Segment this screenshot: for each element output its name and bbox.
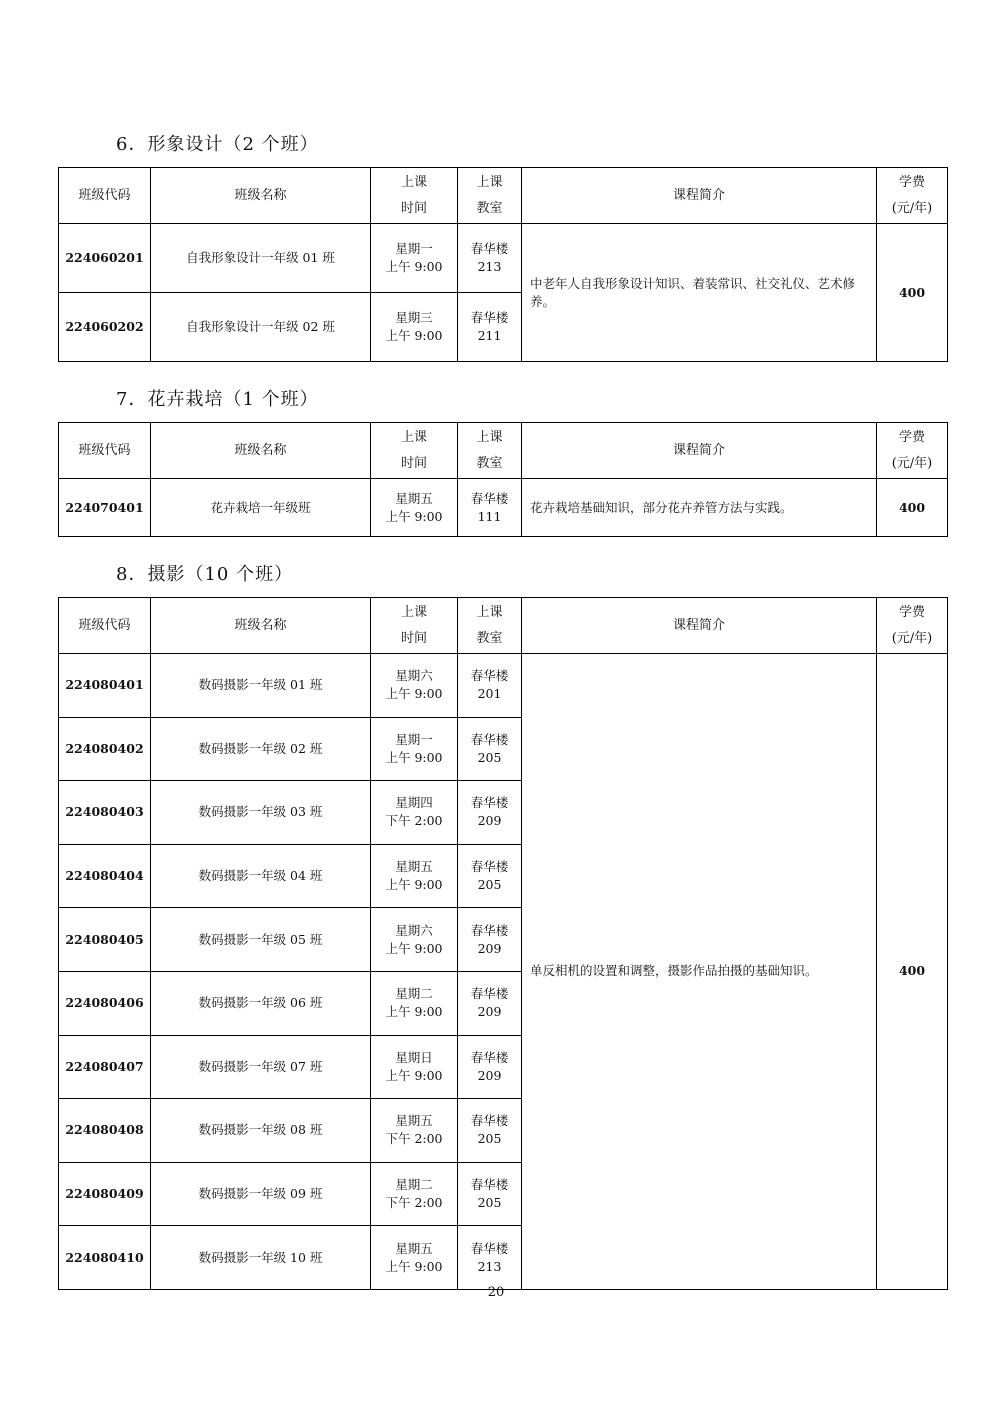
class-code: 224080410	[59, 1226, 151, 1290]
header-name: 班级名称	[151, 423, 371, 479]
class-room	[458, 781, 522, 845]
class-time: 下午 2:00	[385, 813, 443, 829]
class-room	[458, 908, 522, 972]
table-row	[59, 224, 948, 293]
class-schedule	[371, 1226, 458, 1290]
class-room-number: 209	[477, 813, 502, 829]
class-room	[458, 717, 522, 781]
class-schedule	[371, 1162, 458, 1226]
class-time: 上午 9:00	[385, 259, 443, 274]
header-time-bottom: 时间	[400, 455, 427, 471]
class-name: 数码摄影一年级 07 班	[151, 1035, 371, 1099]
header-time-top: 上课	[400, 429, 427, 445]
class-room-number: 213	[477, 259, 502, 274]
class-code: 224080407	[59, 1035, 151, 1099]
class-room-number: 205	[477, 749, 502, 765]
class-day: 星期一	[395, 241, 433, 256]
class-building: 春华楼	[470, 922, 509, 938]
course-table	[58, 167, 948, 362]
class-day: 星期一	[395, 731, 433, 747]
class-room	[458, 654, 522, 718]
class-room-number: 111	[477, 508, 502, 524]
header-time-bottom: 时间	[400, 630, 427, 646]
class-room-number: 205	[477, 877, 502, 893]
course-table	[58, 597, 948, 1290]
course-fee: 400	[877, 654, 948, 1290]
class-name: 数码摄影一年级 09 班	[151, 1162, 371, 1226]
class-day: 星期三	[395, 310, 433, 325]
header-room-bottom: 教室	[476, 630, 503, 646]
table-row	[59, 479, 948, 537]
class-code: 224080405	[59, 908, 151, 972]
header-description: 课程简介	[522, 168, 877, 224]
class-name: 花卉栽培一年级班	[151, 479, 371, 537]
class-schedule	[371, 844, 458, 908]
class-name: 数码摄影一年级 03 班	[151, 781, 371, 845]
class-building: 春华楼	[470, 795, 509, 811]
header-fee-top: 学费	[898, 174, 925, 190]
header-time	[371, 423, 458, 479]
class-room	[458, 844, 522, 908]
class-room	[458, 1099, 522, 1163]
class-name: 自我形象设计一年级 01 班	[151, 224, 371, 293]
class-day: 星期五	[395, 859, 433, 875]
class-schedule	[371, 293, 458, 362]
class-day: 星期二	[395, 1177, 433, 1193]
header-name: 班级名称	[151, 168, 371, 224]
class-code: 224080406	[59, 971, 151, 1035]
class-time: 下午 2:00	[385, 1131, 443, 1147]
class-day: 星期二	[395, 986, 433, 1002]
class-building: 春华楼	[470, 986, 509, 1002]
header-fee-top: 学费	[898, 429, 925, 445]
header-description: 课程简介	[522, 423, 877, 479]
class-building: 春华楼	[470, 731, 509, 747]
header-row	[59, 598, 948, 654]
header-time-top: 上课	[400, 174, 427, 190]
class-code: 224080402	[59, 717, 151, 781]
class-time: 上午 9:00	[385, 877, 443, 893]
class-time: 下午 2:00	[385, 1195, 443, 1211]
class-room-number: 211	[477, 328, 502, 343]
class-schedule	[371, 717, 458, 781]
class-time: 上午 9:00	[385, 686, 443, 702]
course-table	[58, 422, 948, 537]
class-code: 224080409	[59, 1162, 151, 1226]
header-fee-top: 学费	[898, 604, 925, 620]
header-room-top: 上课	[476, 429, 503, 445]
header-code: 班级代码	[59, 168, 151, 224]
class-room-number: 205	[477, 1195, 502, 1211]
class-schedule	[371, 224, 458, 293]
class-room	[458, 1035, 522, 1099]
class-building: 春华楼	[470, 1113, 509, 1129]
header-time-top: 上课	[400, 604, 427, 620]
course-fee: 400	[877, 479, 948, 537]
class-name: 数码摄影一年级 06 班	[151, 971, 371, 1035]
class-schedule	[371, 1035, 458, 1099]
class-day: 星期五	[395, 490, 433, 506]
class-code: 224080408	[59, 1099, 151, 1163]
class-building: 春华楼	[470, 668, 509, 684]
course-description: 单反相机的设置和调整，摄影作品拍摄的基础知识。	[522, 654, 877, 1290]
header-room-top: 上课	[476, 604, 503, 620]
header-code: 班级代码	[59, 423, 151, 479]
class-room	[458, 1162, 522, 1226]
header-room	[458, 168, 522, 224]
class-room	[458, 1226, 522, 1290]
course-fee: 400	[877, 224, 948, 362]
course-description: 花卉栽培基础知识，部分花卉养管方法与实践。	[522, 479, 877, 537]
class-schedule	[371, 1099, 458, 1163]
header-row	[59, 423, 948, 479]
class-schedule	[371, 654, 458, 718]
class-time: 上午 9:00	[385, 749, 443, 765]
class-building: 春华楼	[470, 1240, 509, 1256]
class-day: 星期五	[395, 1240, 433, 1256]
class-code: 224060201	[59, 224, 151, 293]
header-description: 课程简介	[522, 598, 877, 654]
class-room	[458, 293, 522, 362]
class-schedule	[371, 479, 458, 537]
class-name: 数码摄影一年级 02 班	[151, 717, 371, 781]
class-building: 春华楼	[470, 1049, 509, 1065]
header-room-bottom: 教室	[476, 455, 503, 471]
class-name: 数码摄影一年级 08 班	[151, 1099, 371, 1163]
class-room-number: 209	[477, 1067, 502, 1083]
header-room-top: 上课	[476, 174, 503, 190]
class-name: 数码摄影一年级 10 班	[151, 1226, 371, 1290]
header-fee	[877, 423, 948, 479]
header-time	[371, 598, 458, 654]
header-fee	[877, 598, 948, 654]
class-schedule	[371, 781, 458, 845]
class-day: 星期四	[395, 795, 433, 811]
class-name: 数码摄影一年级 04 班	[151, 844, 371, 908]
class-schedule	[371, 971, 458, 1035]
class-room	[458, 224, 522, 293]
class-code: 224080404	[59, 844, 151, 908]
header-fee-bottom: (元/年)	[891, 455, 933, 471]
class-room-number: 201	[477, 686, 502, 702]
section-title: 7．花卉栽培（1 个班）	[116, 389, 319, 410]
section-title: 6．形象设计（2 个班）	[116, 134, 319, 155]
class-day: 星期六	[395, 668, 433, 684]
class-time: 上午 9:00	[385, 328, 443, 343]
header-room	[458, 598, 522, 654]
class-day: 星期日	[395, 1049, 433, 1065]
class-room-number: 205	[477, 1131, 502, 1147]
header-fee	[877, 168, 948, 224]
class-time: 上午 9:00	[385, 1067, 443, 1083]
header-code: 班级代码	[59, 598, 151, 654]
class-name: 自我形象设计一年级 02 班	[151, 293, 371, 362]
class-name: 数码摄影一年级 01 班	[151, 654, 371, 718]
class-building: 春华楼	[470, 241, 509, 256]
table-row	[59, 654, 948, 718]
class-building: 春华楼	[470, 490, 509, 506]
section-title: 8．摄影（10 个班）	[116, 564, 294, 585]
class-time: 上午 9:00	[385, 1004, 443, 1020]
class-room	[458, 971, 522, 1035]
class-time: 上午 9:00	[385, 940, 443, 956]
header-time	[371, 168, 458, 224]
class-room-number: 209	[477, 1004, 502, 1020]
class-code: 224070401	[59, 479, 151, 537]
class-building: 春华楼	[470, 1177, 509, 1193]
header-row	[59, 168, 948, 224]
class-code: 224080403	[59, 781, 151, 845]
class-building: 春华楼	[470, 310, 509, 325]
class-code: 224060202	[59, 293, 151, 362]
class-time: 上午 9:00	[385, 1258, 443, 1274]
header-time-bottom: 时间	[400, 200, 427, 216]
class-room-number: 209	[477, 940, 502, 956]
class-day: 星期五	[395, 1113, 433, 1129]
header-name: 班级名称	[151, 598, 371, 654]
header-room-bottom: 教室	[476, 200, 503, 216]
class-time: 上午 9:00	[385, 508, 443, 524]
class-building: 春华楼	[470, 859, 509, 875]
class-room	[458, 479, 522, 537]
class-room-number: 213	[477, 1258, 502, 1274]
class-name: 数码摄影一年级 05 班	[151, 908, 371, 972]
header-room	[458, 423, 522, 479]
page-number: 20	[487, 1285, 505, 1300]
class-code: 224080401	[59, 654, 151, 718]
header-fee-bottom: (元/年)	[891, 630, 933, 646]
course-description: 中老年人自我形象设计知识、着装常识、社交礼仪、艺术修养。	[522, 224, 877, 362]
header-fee-bottom: (元/年)	[891, 200, 933, 216]
class-day: 星期六	[395, 922, 433, 938]
class-schedule	[371, 908, 458, 972]
